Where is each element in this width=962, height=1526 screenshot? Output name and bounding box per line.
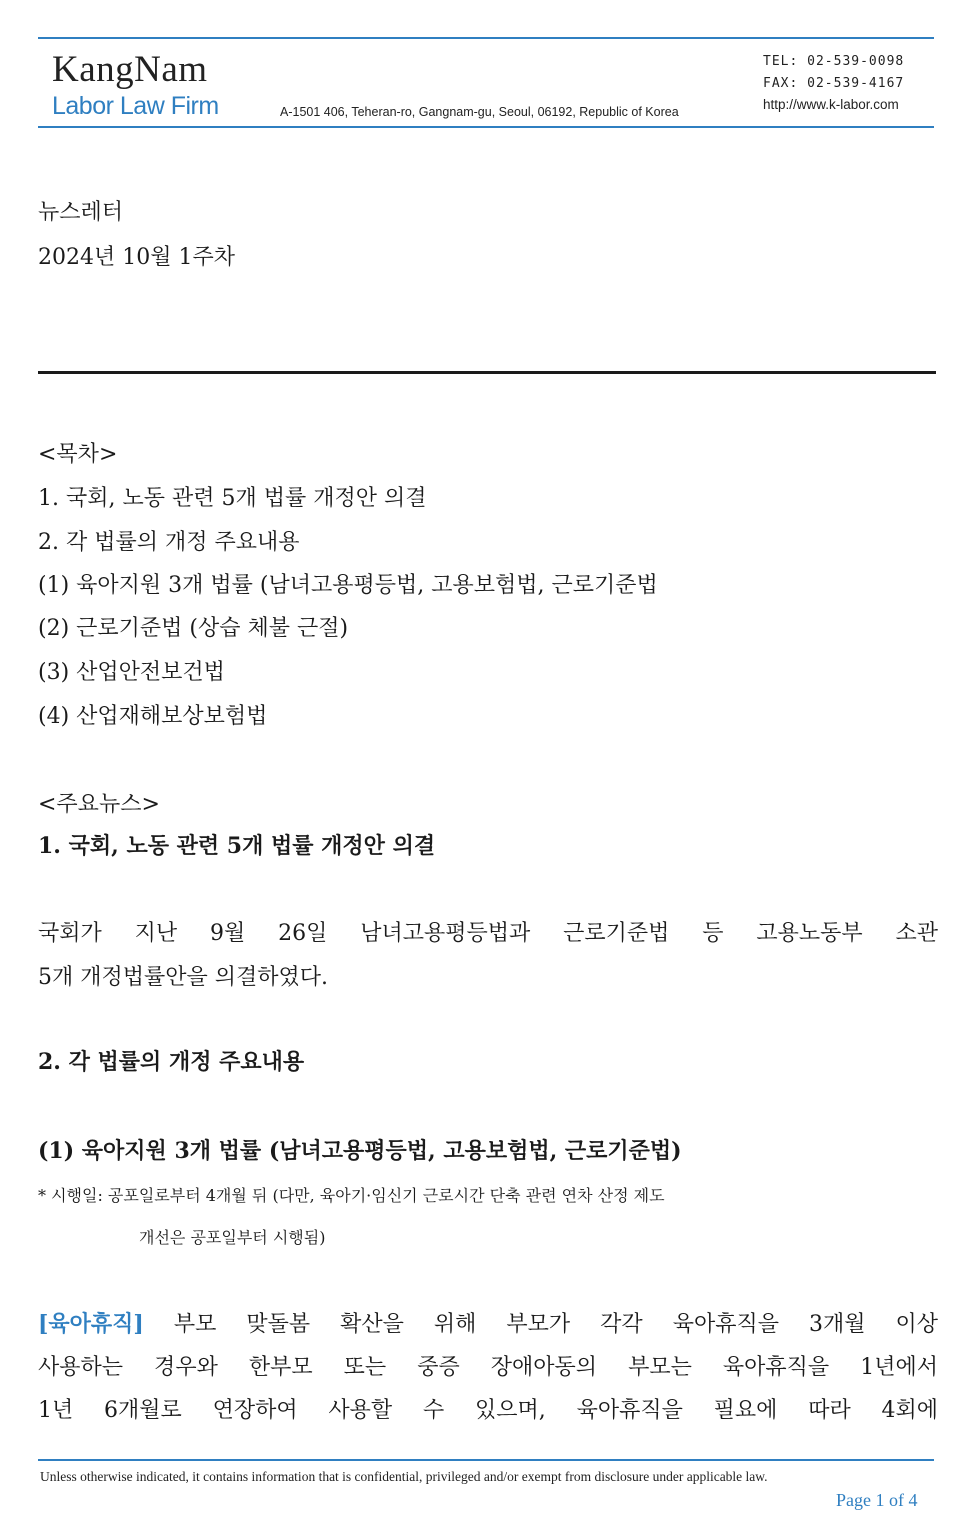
news-heading: <주요뉴스> (38, 792, 160, 817)
toc-item: (2) 근로기준법 (상습 체불 근절) (38, 616, 349, 641)
section-1-body-line: 5개 개정법률안을 의결하였다. (38, 965, 329, 990)
toc-item: (3) 산업안전보건법 (38, 660, 225, 685)
section-1-title: 1. 국회, 노동 관련 5개 법률 개정안 의결 (38, 833, 436, 859)
logo-firm-subtitle: Labor Law Firm (52, 92, 219, 120)
firm-address: A-1501 406, Teheran-ro, Gangnam-gu, Seoul, 06192, Republic of Korea (280, 105, 679, 119)
toc-heading: <목차> (38, 442, 118, 467)
firm-fax: FAX: 02-539-4167 (763, 76, 905, 91)
footer-rule (38, 1459, 934, 1461)
confidentiality-disclaimer: Unless otherwise indicated, it contains information that is confidential, privileged and/or exempt from disclosure under applicable law. (40, 1469, 768, 1484)
toc-item: (1) 육아지원 3개 법률 (남녀고용평등법, 고용보험법, 근로기준법 (38, 573, 658, 598)
effective-date-note: * 시행일: 공포일로부터 4개월 뒤 (다만, 육아기·임신기 근로시간 단축 관련 연차 산정 제도 (38, 1186, 665, 1205)
header-top-rule (38, 37, 934, 39)
toc-item: (4) 산업재해보상보험법 (38, 704, 268, 729)
parental-leave-paragraph-line: 1년 6개월로 연장하여 사용할 수 있으며, 육아휴직을 필요에 따라 4회에 (38, 1398, 938, 1423)
parental-leave-paragraph-line: 사용하는 경우와 한부모 또는 중증 장애아동의 부모는 육아휴직을 1년에서 (38, 1355, 938, 1380)
logo-firm-name: KangNam (52, 49, 208, 90)
subsection-1-title: (1) 육아지원 3개 법률 (남녀고용평등법, 고용보험법, 근로기준법) (38, 1138, 682, 1164)
document-date: 2024년 10월 1주차 (38, 245, 235, 270)
toc-item: 2. 각 법률의 개정 주요내용 (38, 530, 300, 555)
header-bottom-rule (38, 126, 934, 128)
firm-website: http://www.k-labor.com (763, 97, 899, 112)
parental-leave-line1-text: 부모 맞돌봄 확산을 위해 부모가 각각 육아휴직을 3개월 이상 (173, 1312, 938, 1337)
title-divider (38, 371, 936, 374)
firm-telephone: TEL: 02-539-0098 (763, 54, 905, 69)
document-title: 뉴스레터 (38, 200, 124, 225)
section-2-title: 2. 각 법률의 개정 주요내용 (38, 1049, 305, 1075)
parental-leave-tag: [육아휴직] (38, 1311, 144, 1337)
toc-item: 1. 국회, 노동 관련 5개 법률 개정안 의결 (38, 486, 427, 511)
parental-leave-paragraph-line (38, 1307, 938, 1338)
effective-date-note-cont: 개선은 공포일부터 시행됨) (139, 1228, 326, 1247)
page-number: Page 1 of 4 (836, 1490, 918, 1510)
section-1-body-line: 국회가 지난 9월 26일 남녀고용평등법과 근로기준법 등 고용노동부 소관 (38, 921, 938, 946)
